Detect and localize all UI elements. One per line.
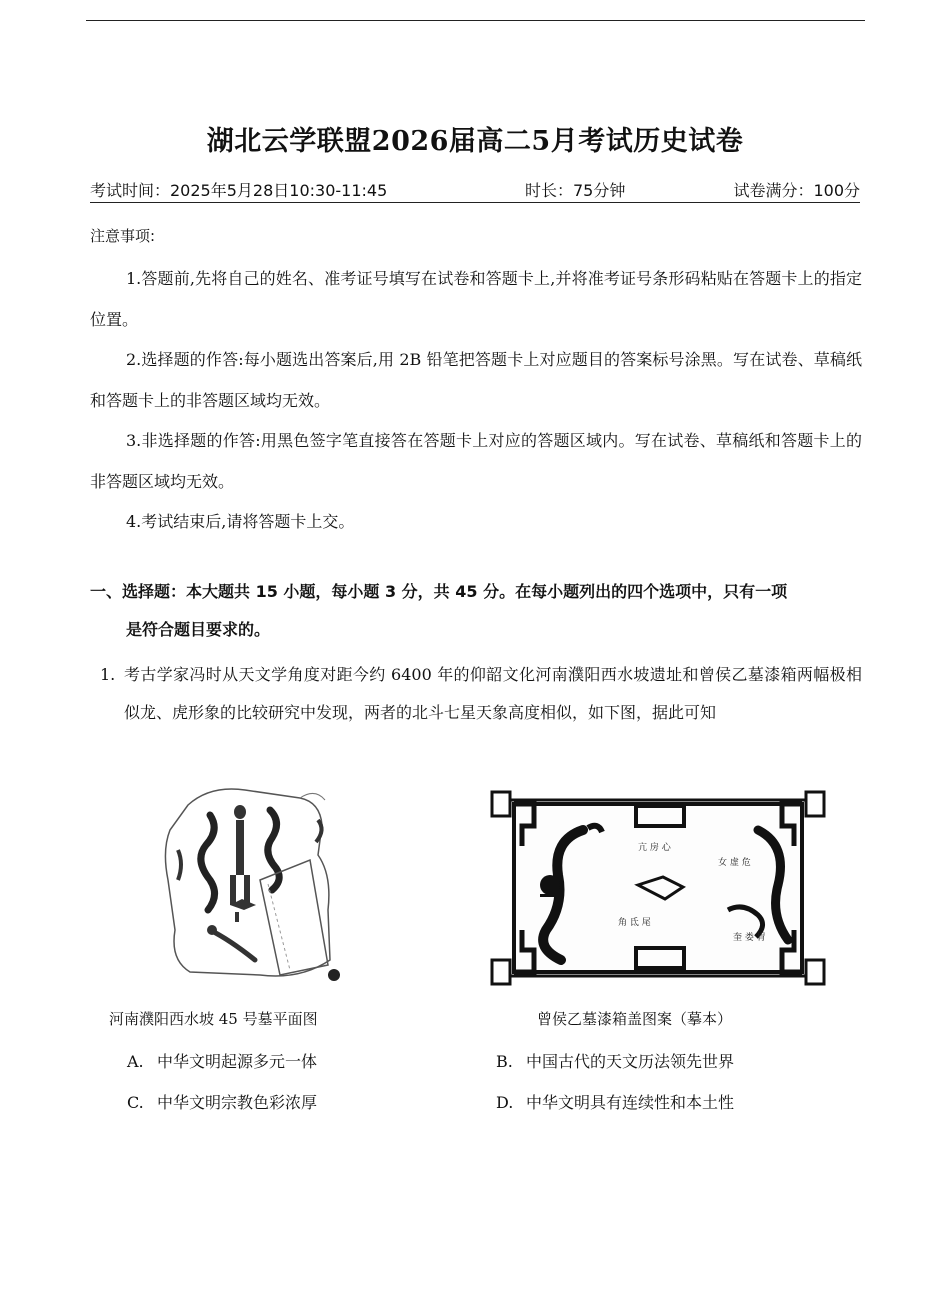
option-a[interactable] (127, 1049, 317, 1072)
notice-item-3: 3.非选择题的作答:用黑色签字笔直接答在答题卡上对应的答题区域内。写在试卷、草稿纸和答题卡上的非答题区域均无效。 (90, 431, 862, 491)
option-c-letter: C. (127, 1093, 144, 1112)
question-1 (100, 656, 862, 732)
option-b-letter: B. (496, 1052, 513, 1071)
option-b-text: 中国古代的天文历法领先世界 (526, 1052, 735, 1071)
exam-time: 考试时间：2025年5月28日10:30-11:45 (90, 181, 388, 200)
exam-full-score: 试卷满分：100分 (733, 181, 860, 200)
option-d-letter: D. (496, 1093, 514, 1112)
notice-heading: 注意事项: (90, 227, 156, 245)
lacquer-box-figure (488, 790, 828, 986)
section-heading (90, 573, 862, 649)
option-a-text: 中华文明起源多元一体 (157, 1052, 318, 1071)
option-d-text: 中华文明具有连续性和本土性 (526, 1093, 735, 1112)
exam-duration: 时长：75分钟 (525, 181, 626, 200)
section-heading-line1: 一、选择题：本大题共 15 小题，每小题 3 分，共 45 分。在每小题列出的四个选项中，只有一项 (90, 582, 788, 601)
option-d[interactable] (496, 1090, 734, 1113)
exam-info-row (90, 176, 860, 203)
option-c-text: 中华文明宗教色彩浓厚 (157, 1093, 318, 1112)
top-rule (86, 20, 865, 21)
svg-text:角 氐 尾: 角 氐 尾 (618, 918, 651, 928)
option-c[interactable] (127, 1090, 317, 1113)
option-a-letter: A. (127, 1052, 144, 1071)
notice-item-2: 2.选择题的作答:每小题选出答案后,用 2B 铅笔把答题卡上对应题目的答案标号涂黑。写在试卷、草稿纸和答题卡上的非答题区域均无效。 (90, 350, 862, 410)
svg-text:亢 房 心: 亢 房 心 (638, 843, 671, 853)
figure-left-caption: 河南濮阳西水坡 45 号墓平面图 (109, 1010, 318, 1028)
page-title: 湖北云学联盟2026届高二5月考试历史试卷 (206, 126, 744, 157)
option-b[interactable] (496, 1049, 734, 1072)
section-heading-line2: 是符合题目要求的。 (126, 620, 271, 639)
question-number: 1. (100, 665, 116, 684)
svg-text:女 虚 危: 女 虚 危 (718, 858, 751, 868)
question-text: 考古学家冯时从天文学角度对距今约 6400 年的仰韶文化河南濮阳西水坡遗址和曾侯乙墓漆箱两幅极相似龙、虎形象的比较研究中发现，两者的北斗七星天象高度相似，如下图，据此可知 (124, 665, 862, 722)
svg-text:奎 娄 胃: 奎 娄 胃 (733, 933, 766, 943)
notice-item-4: 4.考试结束后,请将答题卡上交。 (126, 512, 355, 531)
tomb-plan-figure (150, 780, 350, 990)
notice-item-1: 1.答题前,先将自己的姓名、准考证号填写在试卷和答题卡上,并将准考证号条形码粘贴在答题卡上的指定位置。 (90, 269, 862, 329)
figure-right-caption: 曾侯乙墓漆箱盖图案（摹本） (537, 1010, 733, 1028)
